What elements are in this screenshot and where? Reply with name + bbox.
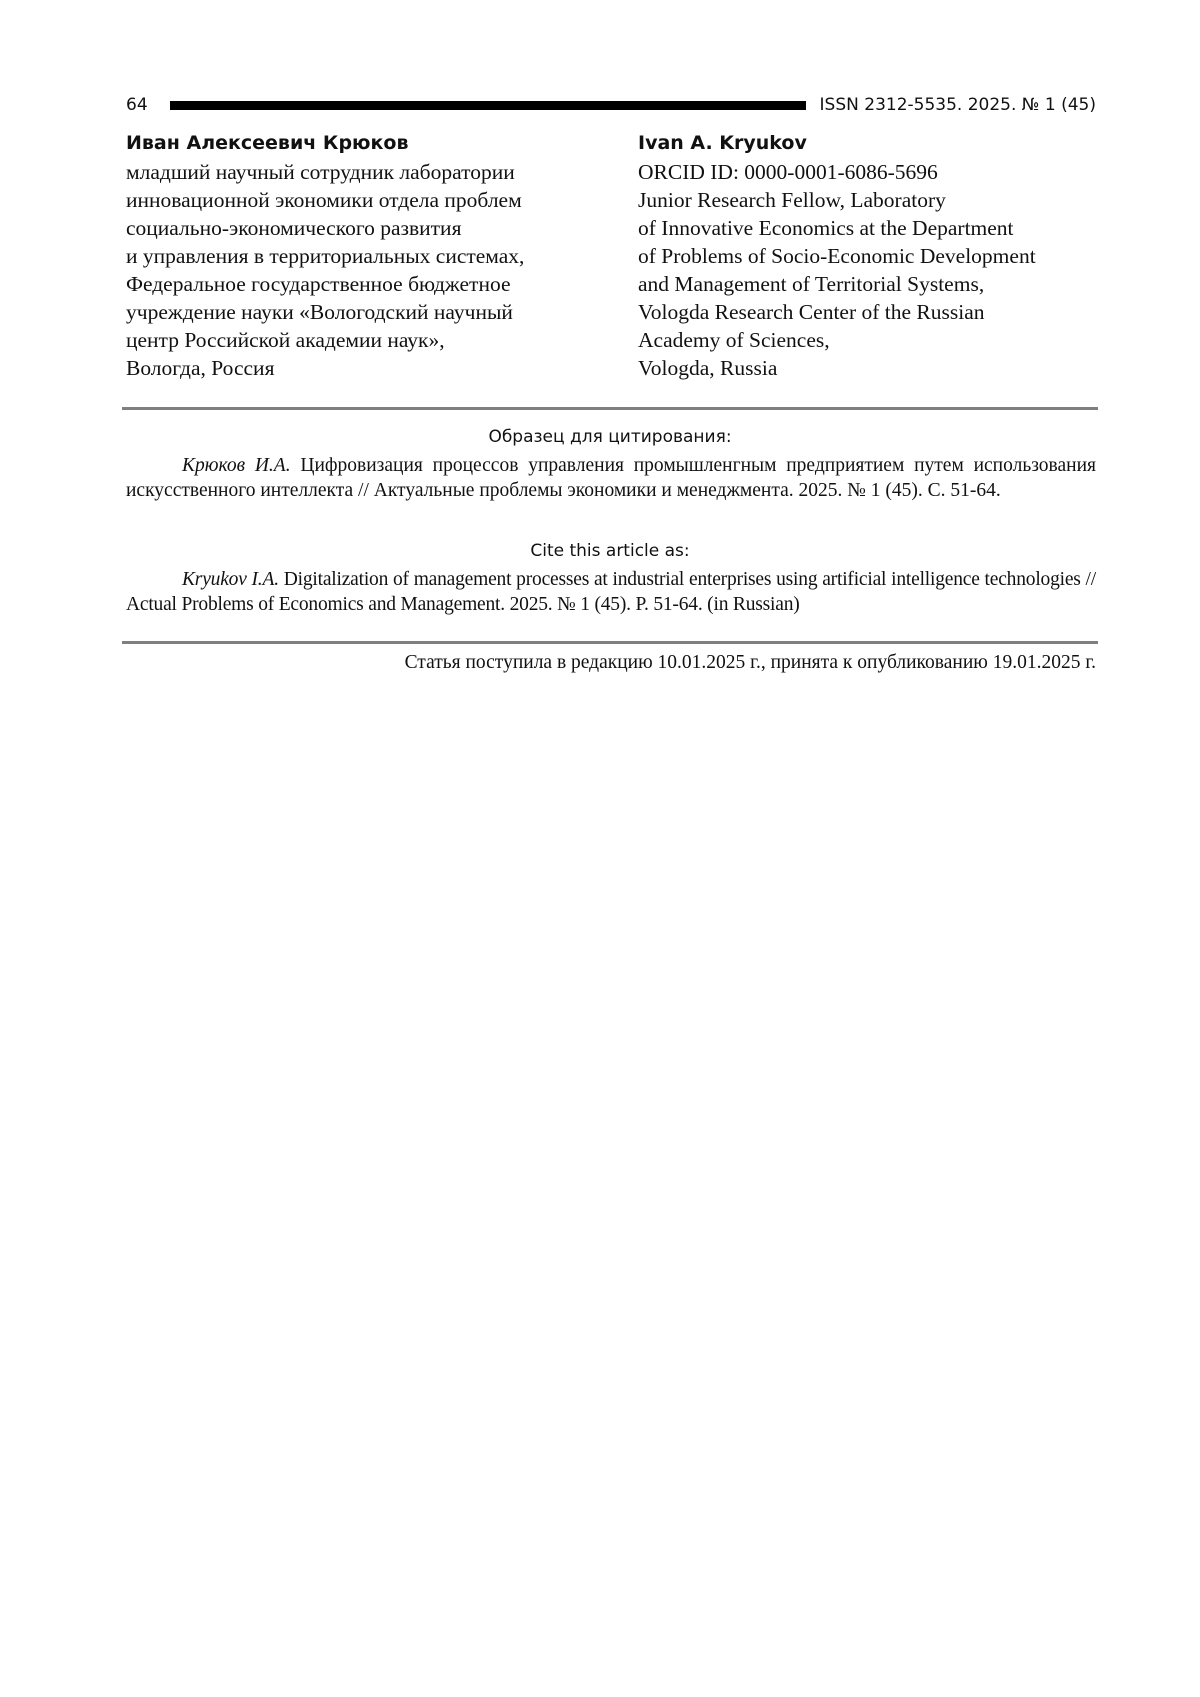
author-ru-line: инновационной экономики отдела проблем xyxy=(126,188,522,212)
citation-heading-en: Cite this article as: xyxy=(530,541,690,561)
author-en-line: Vologda, Russia xyxy=(638,356,778,380)
author-ru-line: учреждение науки «Вологодский научный xyxy=(126,300,513,324)
author-ru-line: младший научный сотрудник лаборатории xyxy=(126,160,515,184)
header-rule xyxy=(170,101,806,110)
citation-author-en: Kryukov I.A. xyxy=(182,569,279,590)
author-en-line: and Management of Territorial Systems, xyxy=(638,272,985,296)
author-ru xyxy=(126,130,638,382)
author-en-line: ORCID ID: 0000-0001-6086-5696 xyxy=(638,160,938,184)
citation-en xyxy=(126,567,1096,617)
citation-author-ru: Крюков И.А. xyxy=(182,455,291,476)
author-en-line: Academy of Sciences, xyxy=(638,328,830,352)
author-ru-line: социально-экономического развития xyxy=(126,216,462,240)
received-note: Статья поступила в редакцию 10.01.2025 г., принята к опубликованию 19.01.2025 г. xyxy=(404,652,1096,673)
author-name-ru: Иван Алексеевич Крюков xyxy=(126,132,409,154)
section-divider xyxy=(122,407,1098,410)
author-en xyxy=(638,130,1096,382)
page-number: 64 xyxy=(126,95,148,115)
citation-text-en: Digitalization of management processes at industrial enterprises using artificial intelligence technologies // Actual Problems of Economics and Management. 2025. № 1 (45). P. 51-64. (in Russian) xyxy=(126,569,1096,615)
author-ru-line: Вологда, Россия xyxy=(126,356,275,380)
section-divider xyxy=(122,641,1098,644)
citation-heading-ru: Образец для цитирования: xyxy=(488,427,732,447)
journal-issn: ISSN 2312-5535. 2025. № 1 (45) xyxy=(819,95,1096,115)
author-en-line: of Innovative Economics at the Department xyxy=(638,216,1014,240)
author-en-line: Vologda Research Center of the Russian xyxy=(638,300,985,324)
author-en-line: of Problems of Socio-Economic Development xyxy=(638,244,1036,268)
author-ru-line: Федеральное государственное бюджетное xyxy=(126,272,511,296)
page-header xyxy=(126,92,1096,118)
author-ru-line: и управления в территориальных системах, xyxy=(126,244,525,268)
citation-ru xyxy=(126,453,1096,503)
author-info xyxy=(126,130,1096,382)
author-ru-line: центр Российской академии наук», xyxy=(126,328,445,352)
author-en-line: Junior Research Fellow, Laboratory xyxy=(638,188,946,212)
citation-text-ru: Цифровизация процессов управления промышленгным предприятием путем использования искусственного интеллекта // Актуальные проблемы экономики и менеджмента. 2025. № 1 (45). С. 51-64. xyxy=(126,455,1096,501)
author-name-en: Ivan A. Kryukov xyxy=(638,132,807,154)
